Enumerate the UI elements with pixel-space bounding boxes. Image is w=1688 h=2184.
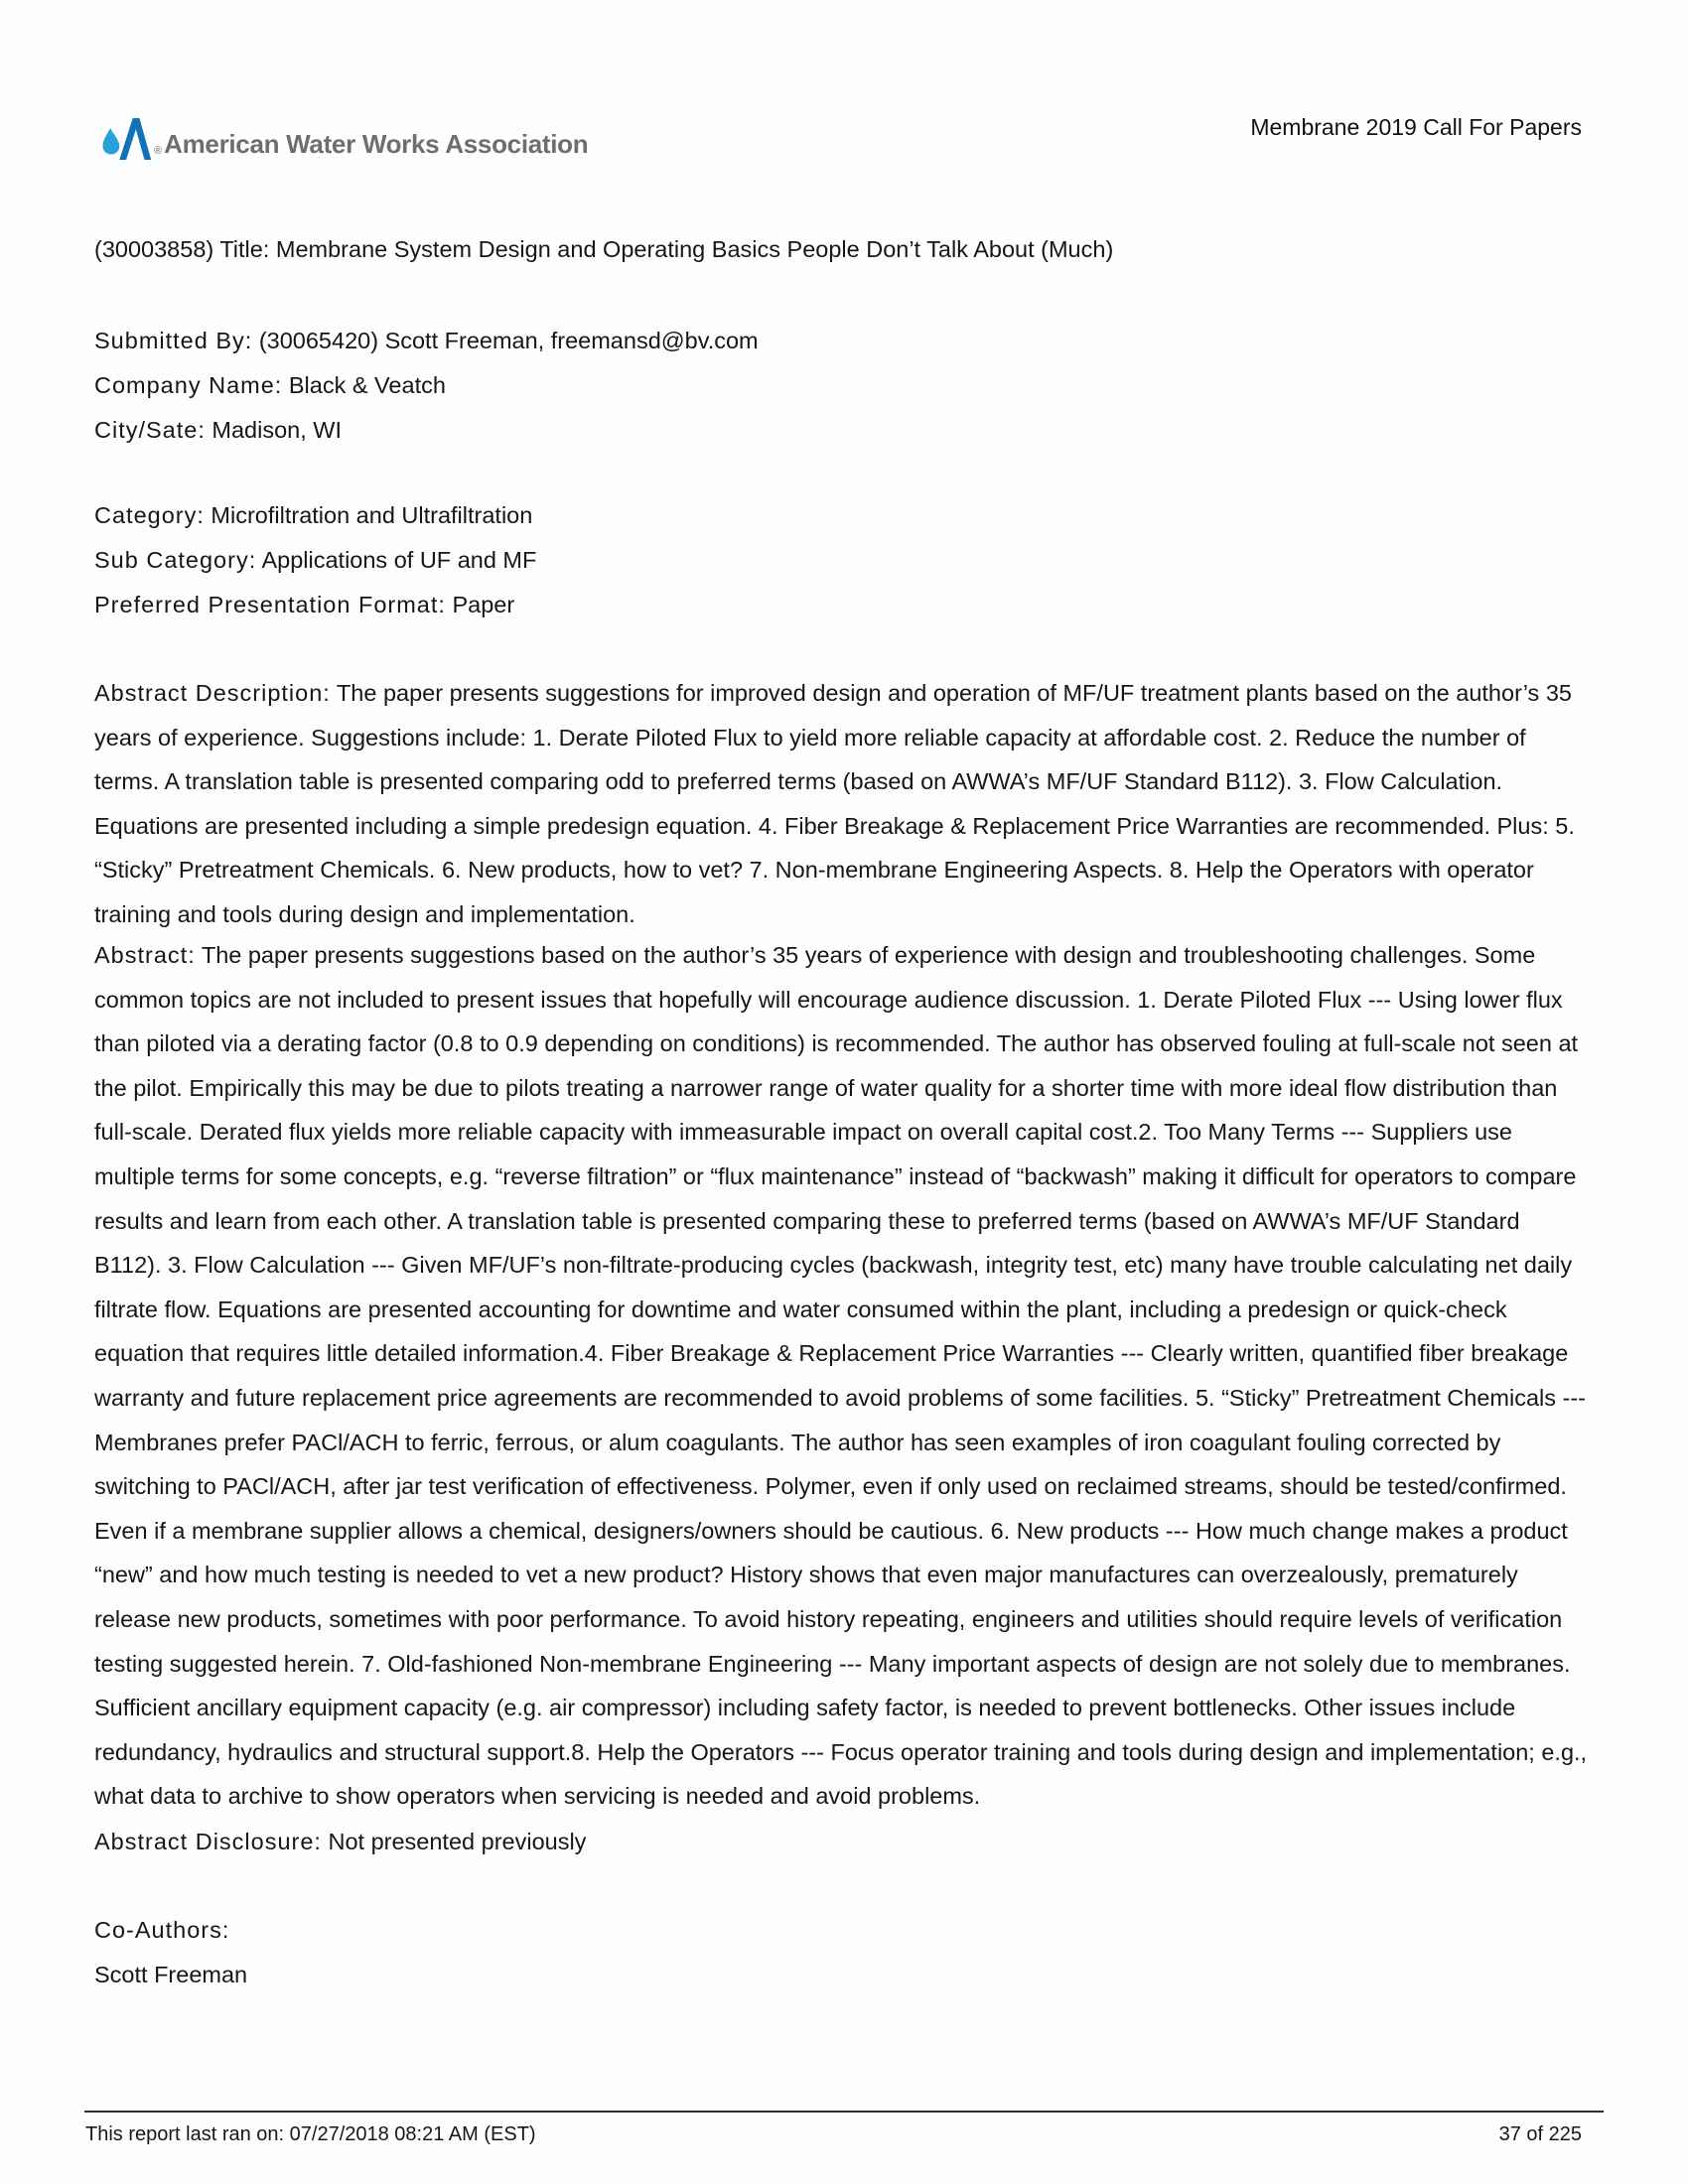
abstract-description-label: Abstract Description:	[94, 680, 331, 706]
abstract-disclosure-value: Not presented previously	[328, 1829, 587, 1854]
category-label: Category:	[94, 502, 205, 528]
co-authors-label: Co-Authors:	[94, 1917, 230, 1943]
abstract-label: Abstract:	[94, 942, 196, 968]
abstract-description-text: The paper presents suggestions for improved design and operation of MF/UF treatment plants based on the author’s 35 years of experience. Suggestions include: 1. Derate Piloted Flux to yield more reliable capacity at affordable cost. 2. Reduce the number of terms. A translation table is presented comparing odd to preferred terms (based on AWWA’s MF/UF Standard B112). 3. Flow Calculation. Equations are presented including a simple predesign equation. 4. Fiber Breakage & Replacement Price Warranties are recommended. Plus: 5. “Sticky” Pretreatment Chemicals. 6. New products, how to vet? 7. Non-membrane Engineering Aspects. 8. Help the Operators with operator training and tools during design and implementation.	[94, 680, 1575, 927]
company-name-value: Black & Veatch	[288, 372, 446, 398]
city-state-value: Madison, WI	[211, 417, 342, 443]
footer-last-ran: This report last ran on: 07/27/2018 08:21 AM (EST)	[85, 2123, 536, 2145]
abstract-disclosure-row	[94, 1820, 586, 1864]
city-state-label: City/Sate:	[94, 417, 206, 443]
abstract-paragraph	[94, 933, 1592, 1819]
presentation-format-row	[94, 583, 536, 627]
sub-category-row	[94, 538, 536, 583]
sub-category-label: Sub Category:	[94, 547, 257, 573]
company-name-label: Company Name:	[94, 372, 283, 398]
org-name: American Water Works Association	[164, 129, 589, 159]
co-author-name: Scott Freeman	[94, 1962, 248, 1987]
submitted-by-label: Submitted By:	[94, 328, 253, 353]
category-value: Microfiltration and Ultrafiltration	[211, 502, 533, 528]
registered-trademark-symbol: ®	[154, 145, 163, 157]
city-state-row	[94, 408, 759, 453]
submitted-by-value: (30065420) Scott Freeman, freemansd@bv.com	[258, 328, 759, 353]
presentation-format-value: Paper	[452, 592, 515, 617]
awwa-logo	[99, 118, 588, 160]
category-fields-block	[94, 493, 536, 627]
co-authors-section	[94, 1908, 247, 1997]
footer-divider	[84, 2111, 1604, 2113]
submission-title-line: (30003858) Title: Membrane System Design and Operating Basics People Don’t Talk About (Much)	[94, 236, 1114, 262]
category-row	[94, 493, 536, 538]
presentation-format-label: Preferred Presentation Format:	[94, 592, 446, 617]
company-name-row	[94, 363, 759, 408]
contact-fields-block	[94, 319, 759, 453]
footer-page-number: 37 of 225	[1498, 2123, 1582, 2145]
abstract-text: The paper presents suggestions based on the author’s 35 years of experience with design and troubleshooting challenges. Some common topics are not included to present issues that hopefully will encourage audience discussion. 1. Derate Piloted Flux --- Using lower flux than piloted via a derating factor (0.8 to 0.9 depending on conditions) is recommended. The author has observed fouling at full-scale not seen at the pilot. Empirically this may be due to pilots treating a narrower range of water quality for a shorter time with more ideal flow distribution than full-scale. Derated flux yields more reliable capacity with immeasurable impact on overall capital cost.2. Too Many Terms --- Suppliers use multiple terms for some concepts, e.g. “reverse filtration” or “flux maintenance” instead of “backwash” making it difficult for operators to compare results and learn from each other. A translation table is presented comparing these to preferred terms (based on AWWA’s MF/UF Standard B112). 3. Flow Calculation --- Given MF/UF’s non-filtrate-producing cycles (backwash, integrity test, etc) many have trouble calculating net daily filtrate flow. Equations are presented accounting for downtime and water consumed within the plant, including a predesign or quick-check equation that requires little detailed information.4. Fiber Breakage & Replacement Price Warranties --- Clearly written, quantified fiber breakage warranty and future replacement price agreements are recommended to avoid problems of some facilities. 5. “Sticky” Pretreatment Chemicals --- Membranes prefer PACl/ACH to ferric, ferrous, or alum coagulants. The author has seen examples of iron coagulant fouling corrected by switching to PACl/ACH, after jar test verification of effectiveness. Polymer, even if only used on reclaimed streams, should be tested/confirmed. Even if a membrane supplier allows a chemical, designers/owners should be cautious. 6. New products --- How much change makes a product “new” and how much testing is needed to vet a new product? History shows that even major manufactures can overzealously, prematurely release new products, sometimes with poor performance. To avoid history repeating, engineers and utilities should require levels of verification testing suggested herein. 7. Old-fashioned Non-membrane Engineering --- Many important aspects of design are not solely due to membranes. Sufficient ancillary equipment capacity (e.g. air compressor) including safety factor, is needed to prevent bottlenecks. Other issues include redundancy, hydraulics and structural support.8. Help the Operators --- Focus operator training and tools during design and implementation; e.g., what data to archive to show operators when servicing is needed and avoid problems.	[94, 942, 1588, 1810]
abstract-description-paragraph	[94, 671, 1592, 937]
sub-category-value: Applications of UF and MF	[261, 547, 537, 573]
awwa-drop-icon	[99, 118, 153, 160]
submitted-by-row	[94, 319, 759, 363]
document-header-title: Membrane 2019 Call For Papers	[1250, 114, 1582, 140]
abstract-disclosure-label: Abstract Disclosure:	[94, 1829, 322, 1854]
